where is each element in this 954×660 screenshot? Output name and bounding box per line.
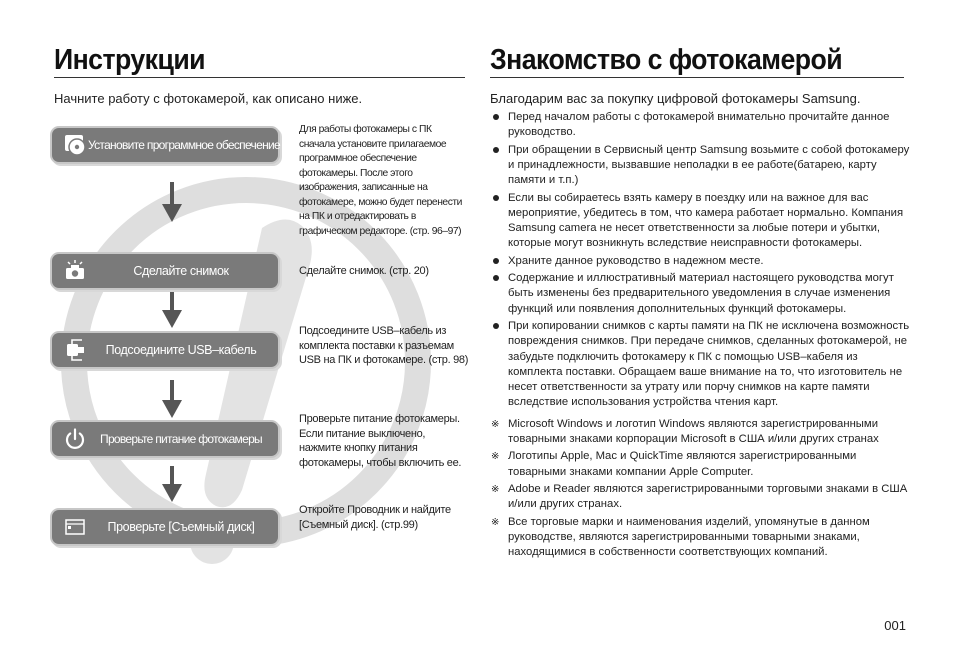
note-text: Логотипы Apple, Mac и QuickTime являются зарегистрированными товарными знаками компании Apple Computer.: [508, 450, 857, 478]
list-item: [490, 254, 910, 269]
step-install-software: [52, 128, 278, 162]
step-label: Сделайте снимок: [133, 264, 229, 278]
step-check-removable-disk: [52, 510, 278, 544]
trademark-note: [490, 515, 910, 561]
note-mark: ※: [491, 484, 500, 496]
step-description: Откройте Проводник и найдите [Съемный диск]. (стр.99): [299, 504, 451, 531]
list-item: [490, 191, 910, 252]
flow-arrow-icon: [158, 292, 186, 330]
power-icon: [62, 427, 88, 451]
step-connect-usb: [52, 333, 278, 367]
step-label: Установите программное обеспечение: [88, 138, 280, 152]
note-text: Microsoft Windows и логотип Windows являются зарегистрированными товарными знаками корпорации Microsoft в США и/или других странах: [508, 417, 879, 445]
list-item-text: Храните данное руководство в надежном месте.: [508, 254, 764, 267]
list-item: [490, 143, 910, 189]
removable-disk-icon: [62, 515, 88, 539]
intro-text-left: Начните работу с фотокамерой, как описано ниже.: [54, 91, 363, 106]
trademark-notes: [490, 417, 910, 561]
step-label: Проверьте [Съемный диск]: [107, 520, 255, 534]
list-item-text: Перед началом работы с фотокамерой внимательно прочитайте данное руководство.: [508, 111, 890, 139]
bullet-list: [490, 110, 910, 410]
trademark-note: [490, 482, 910, 512]
page-title-camera-intro: Знакомство с фотокамерой: [490, 44, 843, 76]
intro-text-right: Благодарим вас за покупку цифровой фотокамеры Samsung.: [490, 91, 861, 106]
list-item-text: При обращении в Сервисный центр Samsung возьмите с собой фотокамеру и принадлежности, вызвавшие неполадки в ее работе(батарею, карту памяти и т.п.): [508, 143, 910, 187]
step-description: Сделайте снимок. (стр. 20): [299, 265, 429, 277]
trademark-note: [490, 449, 910, 479]
list-item: [490, 319, 910, 410]
page-number: 001: [884, 618, 906, 633]
flow-arrow-icon: [158, 380, 186, 420]
camera-icon: [62, 259, 88, 283]
step-take-photo: [52, 254, 278, 288]
flow-arrow-icon: [158, 466, 186, 504]
step-description: Подсоедините USB–кабель из комплекта поставки к разъемам USB на ПК и фотокамере. (стр. 98): [299, 325, 469, 367]
note-mark: ※: [491, 516, 500, 528]
page-title-instructions: Инструкции: [54, 44, 206, 76]
step-check-power: [52, 422, 278, 456]
list-item: [490, 271, 910, 317]
note-text: Все торговые марки и наименования изделий, упомянутые в данном руководстве, являются зарегистрированными товарными знаками, находящимися в собственности соответствующих компаний.: [508, 515, 870, 559]
step-label: Подсоедините USB–кабель: [105, 343, 257, 357]
usb-icon: [62, 338, 88, 362]
cd-disc-icon: [62, 133, 88, 157]
title-rule-right: [490, 77, 904, 78]
list-item-text: Если вы собираетесь взять камеру в поездку или на важное для вас мероприятие, убедитесь в том, что камера работает нормально. Компания Samsung camera не несет ответственности за любые потери и убытки, которые могут возникнуть вследствие неисправности фотокамеры.: [508, 191, 904, 250]
flow-arrow-icon: [158, 182, 186, 224]
note-mark: ※: [491, 418, 500, 430]
step-label: Проверьте питание фотокамеры: [100, 432, 262, 446]
notes-column: [490, 110, 910, 563]
note-text: Adobe и Reader являются зарегистрированными торговыми знаками в США и/или других странах.: [508, 483, 908, 511]
list-item-text: При копировании снимков с карты памяти на ПК не исключена возможность повреждения снимков. При передаче снимков, сделанных фотокамерой, не забудьте подключить фотокамеру к ПК с помощью USB–кабеля из комплекта поставки. Обращаем ваше внимание на то, что изготовитель не несет ответственности за утрату или порчу снимков на карте памяти вследствие использования устройства чтения карт.: [508, 320, 910, 409]
step-description: Проверьте питание фотокамеры. Если питание выключено, нажмите кнопку питания фотокамеры, чтобы включить ее.: [299, 413, 462, 469]
list-item-text: Содержание и иллюстративный материал настоящего руководства могут быть изменены без предварительного уведомления в случае изменения функций или появления дополнительных функций фотокамеры.: [508, 272, 894, 315]
list-item: [490, 110, 910, 140]
title-rule-left: [54, 77, 465, 78]
trademark-note: [490, 417, 910, 447]
note-mark: ※: [491, 451, 500, 463]
step-description: Для работы фотокамеры с ПК сначала установите прилагаемое программное обеспечение фотокамеры. После этого изображения, записанные на фотокамере, можно будет перенести на ПК и отредактировать в графическом редакторе. (стр. 96–97): [299, 124, 462, 237]
